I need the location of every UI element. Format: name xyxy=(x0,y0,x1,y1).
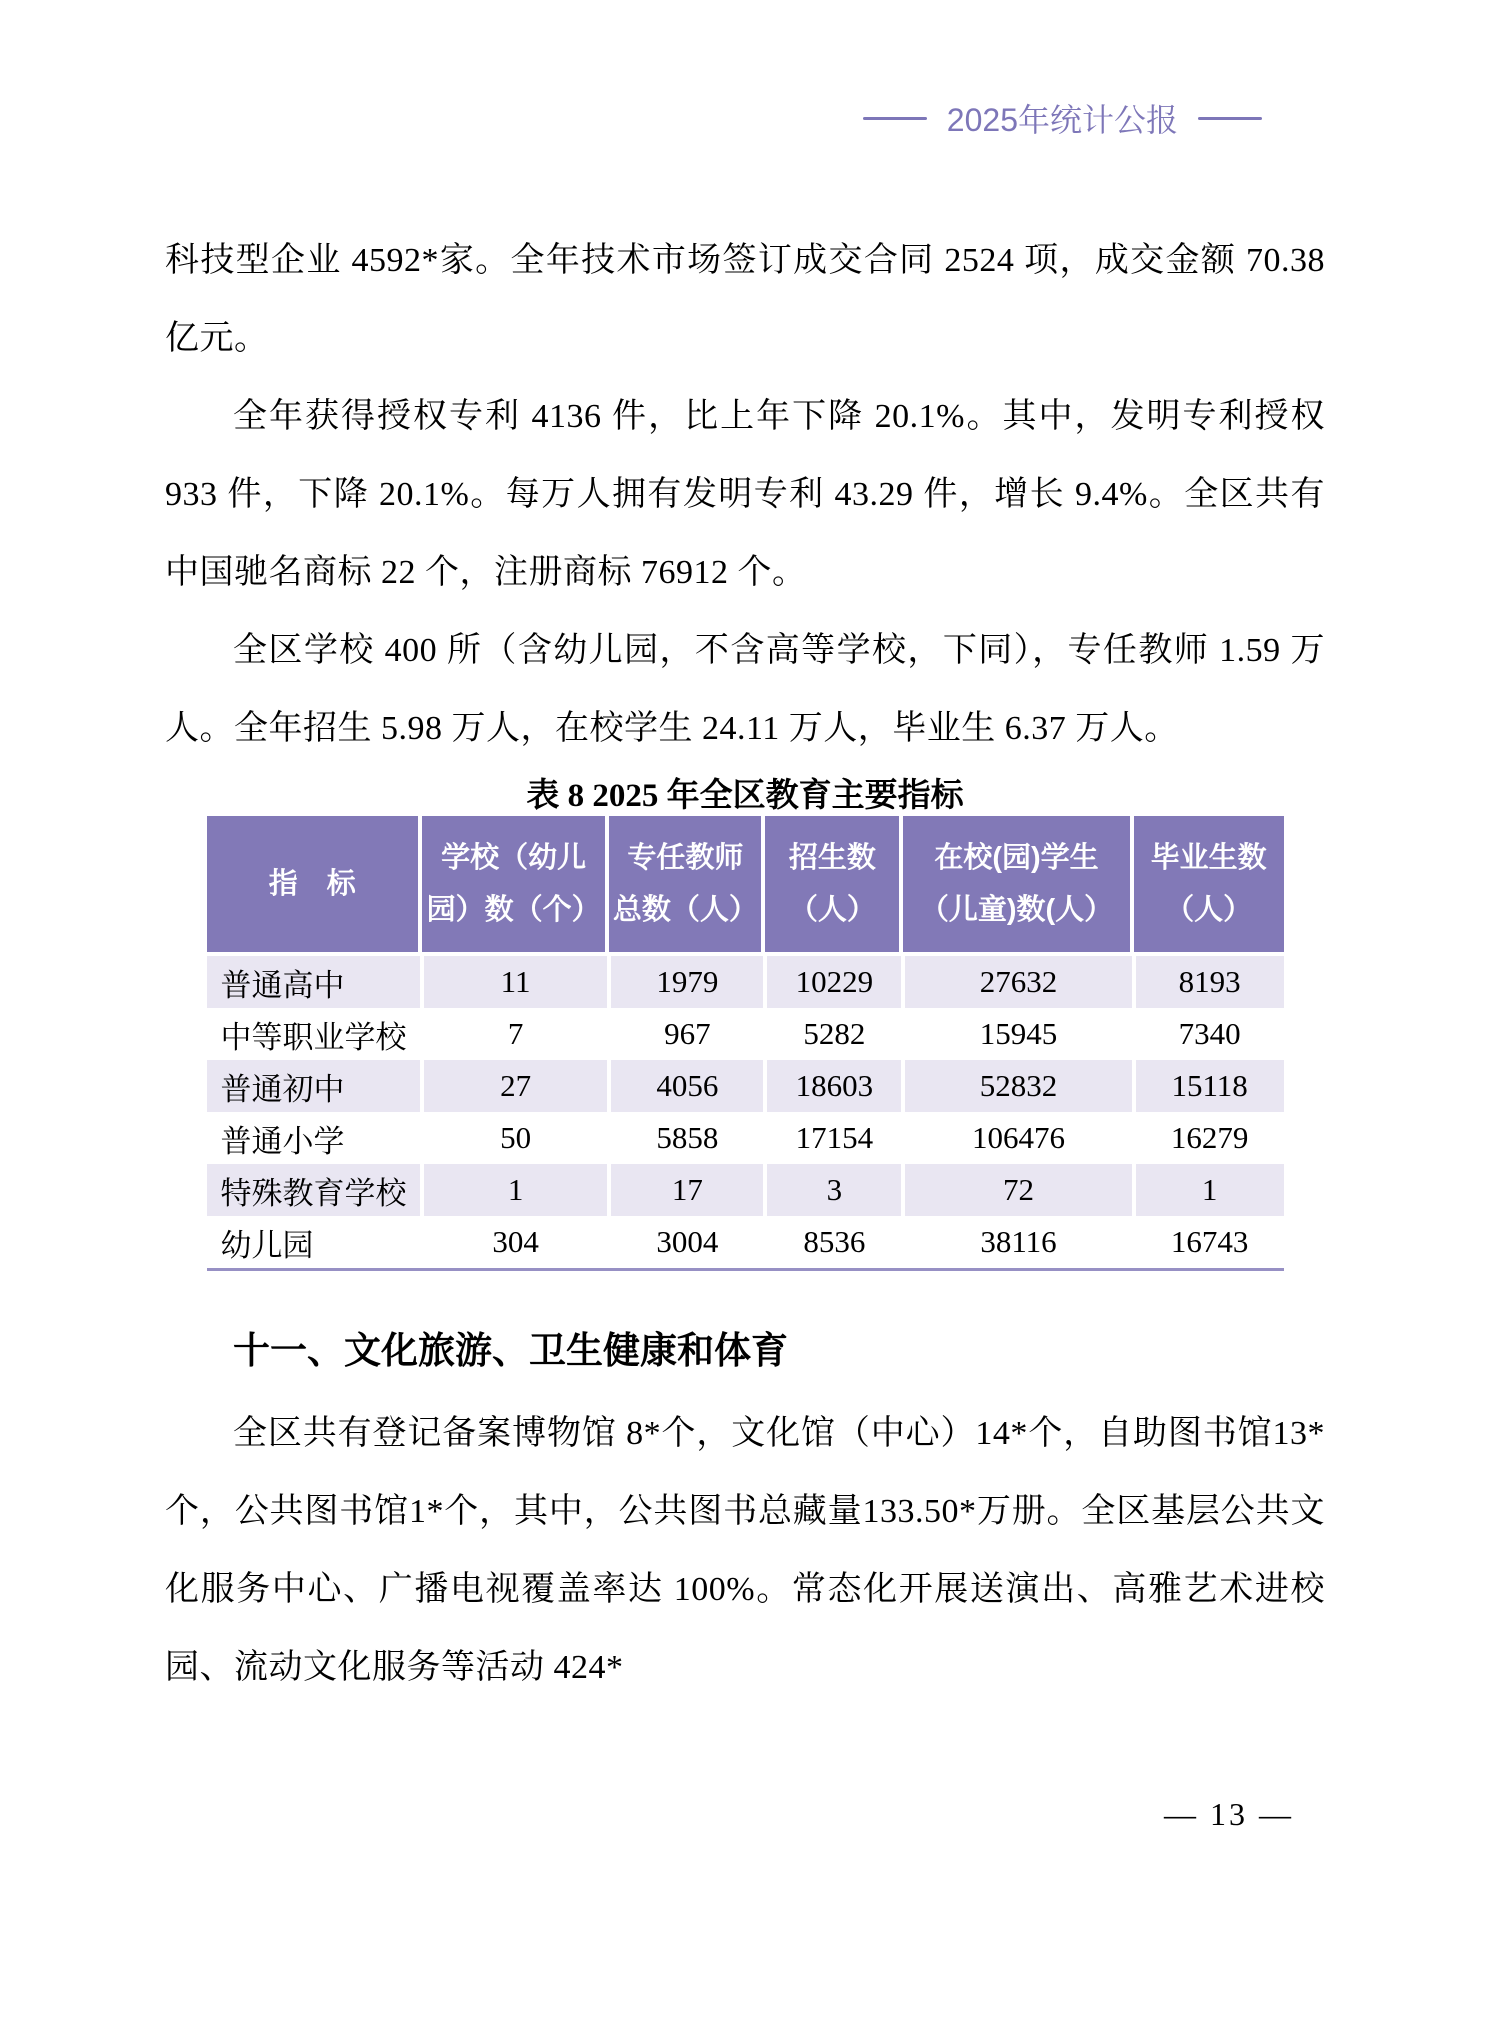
page-header-title: 2025年统计公报 xyxy=(946,102,1178,138)
table-row-middle-school: 普通初中 27 4056 18603 52832 15118 xyxy=(207,1060,1284,1112)
paragraph-schools: 全区学校 400 所（含幼儿园，不含高等学校，下同），专任教师 1.59 万人。全年招生 5.98 万人，在校学生 24.11 万人，毕业生 6.37 万人。 xyxy=(165,632,1325,747)
column-header-teachers: 专任教师 总数（人） xyxy=(609,816,765,956)
page-number: — 13 — xyxy=(1164,1796,1294,1832)
education-table-header xyxy=(207,816,1284,956)
table-row-primary-school: 普通小学 50 5858 17154 106476 16279 xyxy=(207,1112,1284,1164)
paragraph-culture: 全区共有登记备案博物馆 8*个，文化馆（中心）14*个，自助图书馆13*个，公共图书馆1*个，其中，公共图书总藏量133.50*万册。全区基层公共文化服务中心、广播电视覆盖率达 100%。常态化开展送演出、高雅艺术进校园、流动文化服务等活动 424* xyxy=(165,1415,1325,1686)
column-header-schools: 学校（幼儿 园）数（个） xyxy=(422,816,609,956)
header-row xyxy=(207,816,1284,956)
column-header-indicator: 指 标 xyxy=(207,816,422,956)
column-header-enrollment: 招生数 （人） xyxy=(765,816,903,956)
column-header-students: 在校(园)学生 （儿童)数(人） xyxy=(903,816,1133,956)
content-area xyxy=(165,222,1325,1707)
table-row-kindergarten: 幼儿园 304 3004 8536 38116 16743 xyxy=(207,1216,1284,1268)
section-heading-culture: 十一、文化旅游、卫生健康和体育 xyxy=(233,1330,788,1371)
table-row-vocational: 中等职业学校 7 967 5282 15945 7340 xyxy=(207,1008,1284,1060)
page-header xyxy=(0,96,1262,140)
education-table xyxy=(207,816,1284,1271)
header-left-dash-icon xyxy=(863,117,927,120)
column-header-graduates: 毕业生数 （人） xyxy=(1134,816,1284,956)
table-row-special-education: 特殊教育学校 1 17 3 72 1 xyxy=(207,1164,1284,1216)
table-row-high-school: 普通高中 11 1979 10229 27632 8193 xyxy=(207,956,1284,1008)
paragraph-tech-companies: 科技型企业 4592*家。全年技术市场签订成交合同 2524 项，成交金额 70.38 亿元。 xyxy=(165,242,1325,357)
header-right-dash-icon xyxy=(1198,117,1262,120)
paragraph-patents: 全年获得授权专利 4136 件，比上年下降 20.1%。其中，发明专利授权 933 件，下降 20.1%。每万人拥有发明专利 43.29 件，增长 9.4%。全区共有中国驰名商标 22 个，注册商标 76912 个。 xyxy=(165,398,1325,591)
education-table-body xyxy=(207,956,1284,1268)
table-title: 表 8 2025 年全区教育主要指标 xyxy=(526,778,964,814)
